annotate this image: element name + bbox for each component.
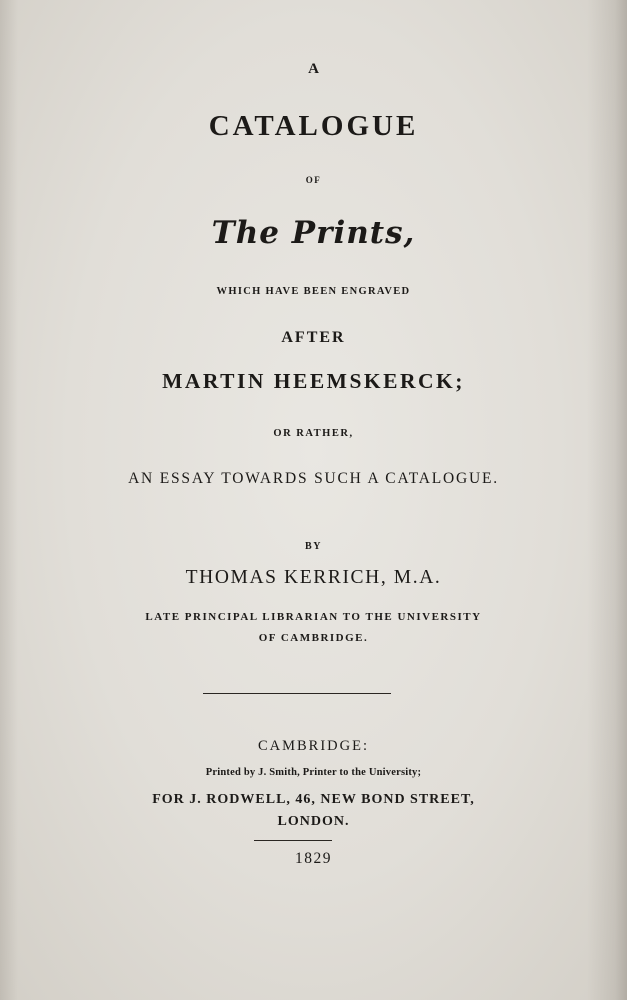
author-name: THOMAS KERRICH, M.A. bbox=[185, 567, 442, 588]
author-line-by: BY bbox=[305, 541, 322, 552]
title-line-of: OF bbox=[305, 175, 322, 185]
imprint-rule bbox=[254, 840, 332, 841]
page-edge-shadow-left bbox=[0, 0, 18, 1000]
title-line-catalogue: CATALOGUE bbox=[208, 110, 419, 142]
title-line-which: WHICH HAVE BEEN ENGRAVED bbox=[216, 286, 411, 297]
title-line-prints: The Prints, bbox=[211, 215, 416, 251]
divider-rule bbox=[203, 693, 391, 694]
page-edge-shadow-right bbox=[587, 0, 627, 1000]
author-position-line-1: LATE PRINCIPAL LIBRARIAN TO THE UNIVERSITY bbox=[145, 611, 482, 623]
title-line-a: A bbox=[308, 61, 319, 77]
imprint-place: CAMBRIDGE: bbox=[257, 738, 370, 754]
imprint-printer: Printed by J. Smith, Printer to the University; bbox=[205, 767, 422, 778]
author-position-line-2: OF CAMBRIDGE. bbox=[258, 632, 369, 644]
title-line-or-rather: OR RATHER, bbox=[273, 428, 354, 439]
imprint-year: 1829 bbox=[295, 850, 332, 867]
title-line-essay: AN ESSAY TOWARDS SUCH A CATALOGUE. bbox=[128, 470, 499, 487]
title-line-subject: MARTIN HEEMSKERCK; bbox=[162, 369, 465, 393]
imprint-publisher: FOR J. RODWELL, 46, NEW BOND STREET, bbox=[152, 792, 475, 807]
imprint-city: LONDON. bbox=[277, 814, 350, 829]
title-line-after: AFTER bbox=[281, 329, 346, 346]
